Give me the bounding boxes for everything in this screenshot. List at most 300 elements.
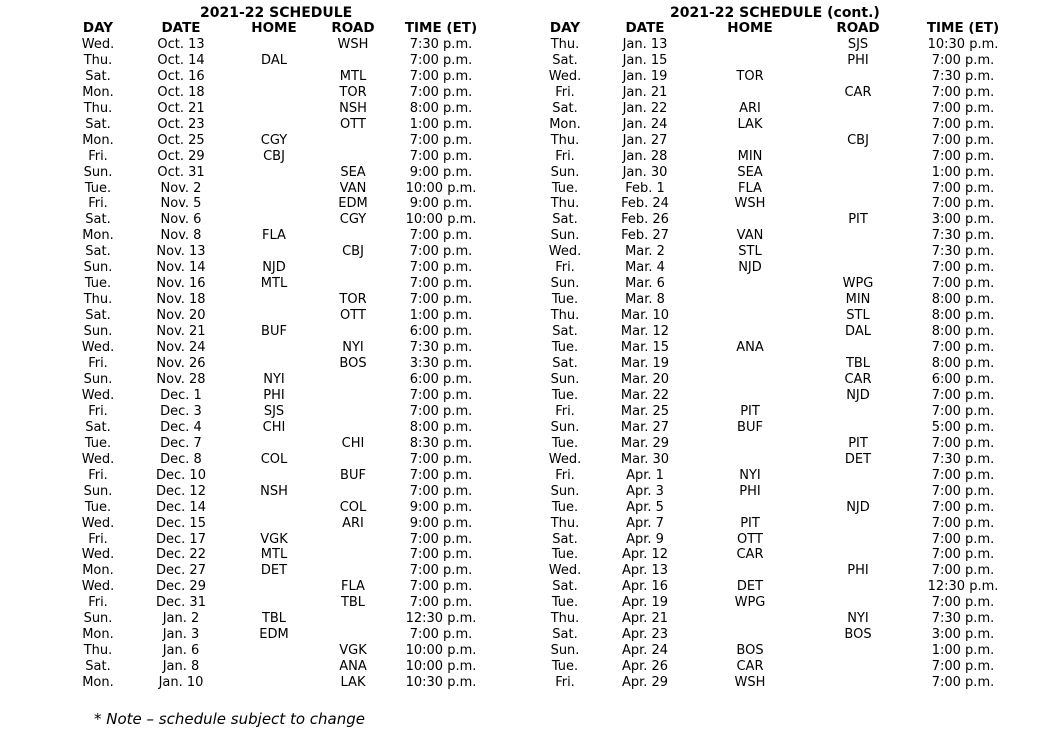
cell-road: LAK [340, 675, 366, 691]
cell-road: TBL [340, 595, 366, 611]
cell-time: 7:00 p.m. [931, 196, 995, 212]
cell-road [312, 404, 394, 420]
cell-date: Jan. 19 [622, 68, 668, 84]
cell-day: Thu. [83, 292, 113, 308]
cell-day: Thu. [83, 643, 113, 659]
cell-time: 7:00 p.m. [931, 180, 995, 196]
cell-date: Apr. 24 [621, 643, 669, 659]
cell-home [700, 212, 800, 228]
cell-home: MTL [260, 276, 288, 292]
cell-time: 7:00 p.m. [409, 132, 473, 148]
cell-time: 10:30 p.m. [405, 675, 477, 691]
cell-road [312, 484, 394, 500]
cell-date: Jan. 21 [622, 84, 668, 100]
table-row [70, 85, 488, 101]
cell-date: Dec. 29 [156, 579, 206, 595]
cell-home [700, 133, 800, 149]
table-row [540, 500, 1010, 516]
cell-home: DET [736, 579, 764, 595]
cell-time: 6:00 p.m. [409, 324, 473, 340]
cell-time: 10:00 p.m. [405, 643, 477, 659]
schedule-table [70, 21, 488, 691]
cell-home [236, 244, 312, 260]
cell-home: BOS [736, 643, 764, 659]
cell-time: 7:00 p.m. [409, 260, 473, 276]
cell-time: 5:00 p.m. [931, 419, 995, 435]
cell-time: 7:00 p.m. [409, 595, 473, 611]
cell-home: NYI [739, 467, 761, 483]
cell-date: Jan. 2 [162, 611, 200, 627]
cell-time: 7:00 p.m. [931, 675, 995, 691]
table-row [540, 117, 1010, 133]
table-row [70, 468, 488, 484]
cell-time: 7:00 p.m. [931, 659, 995, 675]
table-row [70, 117, 488, 133]
cell-home [700, 85, 800, 101]
cell-date: Mar. 8 [625, 292, 665, 308]
table-row [70, 181, 488, 197]
cell-day: Thu. [550, 132, 580, 148]
cell-date: Feb. 24 [621, 196, 669, 212]
cell-time: 9:00 p.m. [409, 499, 473, 515]
column-header-time: TIME (ET) [926, 21, 1000, 36]
table-row [540, 643, 1010, 659]
cell-road: BOS [844, 627, 872, 643]
table-row [70, 516, 488, 532]
cell-time: 7:00 p.m. [931, 340, 995, 356]
cell-home [700, 292, 800, 308]
cell-time: 3:30 p.m. [409, 356, 473, 372]
table-row [540, 133, 1010, 149]
cell-home: NYI [263, 371, 285, 387]
cell-home: BUF [261, 324, 287, 340]
cell-day: Fri. [555, 467, 575, 483]
cell-date: Nov. 13 [156, 244, 206, 260]
schedule-table-cont [540, 21, 1010, 691]
cell-time: 7:30 p.m. [931, 244, 995, 260]
cell-road: NJD [846, 499, 870, 515]
cell-time: 7:00 p.m. [409, 84, 473, 100]
cell-road: CBJ [847, 132, 869, 148]
cell-time: 7:00 p.m. [931, 84, 995, 100]
cell-road [800, 69, 916, 85]
cell-day: Wed. [81, 547, 115, 563]
cell-time: 7:00 p.m. [931, 116, 995, 132]
table-row [70, 37, 488, 53]
cell-time: 7:00 p.m. [931, 531, 995, 547]
table-row [540, 627, 1010, 643]
column-header-date: DATE [625, 21, 665, 36]
cell-date: Apr. 26 [621, 659, 669, 675]
cell-day: Tue. [551, 340, 579, 356]
table-row [70, 340, 488, 356]
cell-day: Fri. [88, 148, 108, 164]
cell-day: Fri. [555, 84, 575, 100]
cell-day: Wed. [548, 451, 582, 467]
cell-home [236, 85, 312, 101]
cell-date: Apr. 16 [621, 579, 669, 595]
cell-home: FLA [262, 228, 286, 244]
cell-time: 12:30 p.m. [927, 579, 999, 595]
cell-date: Apr. 5 [626, 499, 664, 515]
cell-home [236, 579, 312, 595]
cell-time: 10:00 p.m. [405, 659, 477, 675]
cell-home: WSH [734, 675, 766, 691]
cell-day: Wed. [548, 563, 582, 579]
cell-day: Mon. [82, 675, 114, 691]
table-row [70, 244, 488, 260]
cell-day: Fri. [88, 467, 108, 483]
cell-time: 9:00 p.m. [409, 164, 473, 180]
cell-time: 7:00 p.m. [409, 387, 473, 403]
cell-time: 7:00 p.m. [931, 387, 995, 403]
cell-date: Mar. 19 [620, 356, 670, 372]
table-row [540, 212, 1010, 228]
table-row [70, 292, 488, 308]
cell-time: 7:00 p.m. [409, 451, 473, 467]
cell-time: 7:00 p.m. [409, 547, 473, 563]
cell-road [312, 547, 394, 563]
table-row [70, 388, 488, 404]
cell-home: CBJ [263, 148, 285, 164]
table-row [540, 196, 1010, 212]
cell-time: 7:30 p.m. [931, 228, 995, 244]
table-row [540, 404, 1010, 420]
cell-date: Dec. 27 [156, 563, 206, 579]
cell-road: WSH [337, 36, 369, 52]
cell-date: Oct. 21 [157, 100, 205, 116]
cell-road: EDM [338, 196, 368, 212]
cell-date: Dec. 17 [156, 531, 206, 547]
cell-home: MIN [737, 148, 763, 164]
cell-date: Nov. 5 [160, 196, 202, 212]
cell-road [312, 53, 394, 69]
cell-date: Jan. 27 [622, 132, 668, 148]
table-row [540, 611, 1010, 627]
cell-time: 8:00 p.m. [409, 100, 473, 116]
cell-road [800, 579, 916, 595]
cell-road [312, 149, 394, 165]
cell-time: 1:00 p.m. [409, 116, 473, 132]
table-row [70, 547, 488, 563]
cell-date: Nov. 21 [156, 324, 206, 340]
cell-home: NJD [262, 260, 286, 276]
cell-time: 10:00 p.m. [405, 180, 477, 196]
table-row [70, 611, 488, 627]
table-row [540, 675, 1010, 691]
cell-date: Dec. 7 [160, 435, 202, 451]
cell-date: Oct. 29 [157, 148, 205, 164]
cell-road [312, 563, 394, 579]
cell-day: Sat. [552, 212, 578, 228]
cell-time: 3:00 p.m. [931, 212, 995, 228]
table-row [540, 563, 1010, 579]
cell-home [700, 388, 800, 404]
cell-home [236, 468, 312, 484]
cell-date: Apr. 9 [626, 531, 664, 547]
cell-home: TBL [261, 611, 287, 627]
cell-time: 7:00 p.m. [931, 100, 995, 116]
cell-road [312, 133, 394, 149]
cell-road [800, 117, 916, 133]
cell-date: Oct. 18 [157, 84, 205, 100]
cell-home [700, 37, 800, 53]
cell-road: OTT [340, 308, 366, 324]
cell-road [800, 260, 916, 276]
cell-date: Apr. 29 [621, 675, 669, 691]
column-header-date: DATE [161, 21, 201, 36]
cell-date: Mar. 15 [620, 340, 670, 356]
cell-time: 7:00 p.m. [931, 435, 995, 451]
table-row [540, 516, 1010, 532]
cell-road [800, 659, 916, 675]
cell-home: TOR [736, 68, 764, 84]
cell-road: CHI [341, 435, 365, 451]
cell-road: PIT [848, 435, 868, 451]
table-row [540, 276, 1010, 292]
cell-road: WPG [842, 276, 874, 292]
cell-day: Sat. [85, 212, 111, 228]
cell-home [700, 372, 800, 388]
table-row [540, 420, 1010, 436]
cell-road [800, 404, 916, 420]
table-row [70, 436, 488, 452]
cell-road: NSH [339, 100, 367, 116]
cell-day: Sat. [85, 116, 111, 132]
cell-home: PIT [740, 515, 760, 531]
cell-date: Apr. 23 [621, 627, 669, 643]
cell-road [800, 484, 916, 500]
table-row [540, 468, 1010, 484]
table-row [540, 324, 1010, 340]
cell-time: 7:00 p.m. [409, 52, 473, 68]
table-row [70, 420, 488, 436]
cell-home: LAK [737, 116, 763, 132]
cell-home [236, 595, 312, 611]
cell-time: 8:00 p.m. [931, 308, 995, 324]
cell-date: Dec. 3 [160, 403, 202, 419]
cell-date: Dec. 22 [156, 547, 206, 563]
cell-home: CHI [262, 419, 286, 435]
cell-day: Sun. [550, 164, 580, 180]
cell-time: 6:00 p.m. [409, 371, 473, 387]
cell-date: Nov. 24 [156, 340, 206, 356]
cell-home [236, 196, 312, 212]
cell-day: Mon. [82, 563, 114, 579]
cell-date: Oct. 16 [157, 68, 205, 84]
cell-date: Jan. 15 [622, 52, 668, 68]
cell-home: MTL [260, 547, 288, 563]
cell-date: Mar. 2 [625, 244, 665, 260]
table-row [540, 436, 1010, 452]
cell-day: Thu. [550, 36, 580, 52]
cell-road: ARI [342, 515, 364, 531]
cell-day: Thu. [550, 196, 580, 212]
cell-day: Sun. [550, 228, 580, 244]
cell-date: Apr. 19 [621, 595, 669, 611]
cell-date: Dec. 4 [160, 419, 202, 435]
table-row [540, 340, 1010, 356]
cell-home: CAR [736, 659, 764, 675]
cell-date: Mar. 10 [620, 308, 670, 324]
cell-road: FLA [341, 579, 365, 595]
cell-home [700, 611, 800, 627]
cell-day: Mon. [82, 228, 114, 244]
cell-time: 10:00 p.m. [405, 212, 477, 228]
cell-date: Jan. 13 [622, 36, 668, 52]
schedule-title-cont: 2021-22 SCHEDULE (cont.) [670, 5, 880, 21]
cell-road: OTT [340, 116, 366, 132]
cell-home: NJD [738, 260, 762, 276]
cell-home: CAR [736, 547, 764, 563]
cell-road: VAN [339, 180, 367, 196]
cell-home [236, 675, 312, 691]
cell-home: EDM [259, 627, 289, 643]
table-row [70, 500, 488, 516]
cell-road: CBJ [342, 244, 364, 260]
cell-road: DAL [845, 324, 871, 340]
cell-day: Fri. [88, 403, 108, 419]
cell-time: 7:00 p.m. [409, 68, 473, 84]
cell-road [312, 627, 394, 643]
cell-road: PIT [848, 212, 868, 228]
cell-home: CGY [260, 132, 288, 148]
cell-day: Thu. [83, 100, 113, 116]
cell-date: Mar. 6 [625, 276, 665, 292]
column-header-time: TIME (ET) [404, 21, 478, 36]
cell-date: Mar. 30 [620, 451, 670, 467]
cell-home [236, 181, 312, 197]
cell-home [700, 356, 800, 372]
cell-road: NYI [847, 611, 869, 627]
cell-time: 7:00 p.m. [931, 403, 995, 419]
cell-date: Mar. 25 [620, 403, 670, 419]
cell-day: Tue. [551, 547, 579, 563]
cell-date: Feb. 1 [625, 180, 665, 196]
cell-day: Wed. [81, 36, 115, 52]
cell-date: Nov. 20 [156, 308, 206, 324]
cell-day: Fri. [88, 531, 108, 547]
cell-time: 7:00 p.m. [931, 276, 995, 292]
cell-day: Sun. [83, 324, 113, 340]
cell-road: MIN [845, 292, 871, 308]
cell-road: CAR [844, 371, 872, 387]
cell-time: 7:30 p.m. [409, 36, 473, 52]
cell-road: VGK [339, 643, 367, 659]
cell-home [700, 436, 800, 452]
cell-road: CGY [339, 212, 367, 228]
cell-road [312, 388, 394, 404]
cell-time: 10:30 p.m. [927, 36, 999, 52]
cell-day: Sat. [85, 244, 111, 260]
table-row [70, 627, 488, 643]
cell-date: Dec. 12 [156, 483, 206, 499]
cell-home: DAL [261, 52, 287, 68]
cell-day: Sat. [552, 356, 578, 372]
cell-home [236, 643, 312, 659]
cell-time: 7:00 p.m. [931, 483, 995, 499]
table-row [70, 133, 488, 149]
cell-home [236, 659, 312, 675]
cell-day: Tue. [551, 595, 579, 611]
cell-home [700, 324, 800, 340]
cell-home: STL [738, 244, 762, 260]
cell-road [800, 101, 916, 117]
cell-date: Nov. 14 [156, 260, 206, 276]
cell-day: Fri. [88, 595, 108, 611]
cell-time: 8:00 p.m. [931, 292, 995, 308]
cell-date: Mar. 27 [620, 419, 670, 435]
table-row [540, 37, 1010, 53]
cell-home: WPG [734, 595, 766, 611]
cell-day: Tue. [551, 180, 579, 196]
cell-road: PHI [847, 563, 869, 579]
schedule-title: 2021-22 SCHEDULE [200, 5, 353, 21]
cell-time: 8:30 p.m. [409, 435, 473, 451]
cell-day: Wed. [548, 244, 582, 260]
cell-date: Dec. 8 [160, 451, 202, 467]
table-row [540, 101, 1010, 117]
cell-day: Wed. [81, 340, 115, 356]
cell-road: SJS [847, 36, 869, 52]
cell-time: 9:00 p.m. [409, 196, 473, 212]
cell-time: 7:00 p.m. [409, 292, 473, 308]
cell-road [312, 276, 394, 292]
cell-time: 7:00 p.m. [931, 595, 995, 611]
cell-home [236, 356, 312, 372]
table-row [70, 675, 488, 691]
cell-date: Nov. 28 [156, 371, 206, 387]
cell-day: Tue. [551, 659, 579, 675]
table-row [70, 579, 488, 595]
cell-day: Thu. [550, 611, 580, 627]
cell-road [800, 244, 916, 260]
table-row [540, 547, 1010, 563]
cell-time: 7:00 p.m. [931, 132, 995, 148]
cell-day: Sun. [550, 483, 580, 499]
cell-time: 7:00 p.m. [931, 499, 995, 515]
table-row [540, 260, 1010, 276]
cell-day: Mon. [82, 132, 114, 148]
cell-day: Fri. [88, 356, 108, 372]
cell-time: 7:00 p.m. [409, 148, 473, 164]
cell-date: Oct. 14 [157, 52, 205, 68]
table-row [70, 149, 488, 165]
table-row [70, 324, 488, 340]
cell-road [800, 420, 916, 436]
cell-road: BUF [340, 467, 366, 483]
cell-date: Nov. 6 [160, 212, 202, 228]
cell-road [800, 595, 916, 611]
cell-road [800, 196, 916, 212]
cell-day: Sat. [552, 579, 578, 595]
cell-road [800, 532, 916, 548]
cell-home: SJS [263, 403, 285, 419]
cell-road [312, 324, 394, 340]
column-header-road: ROAD [331, 21, 375, 36]
cell-date: Jan. 8 [162, 659, 200, 675]
cell-date: Apr. 21 [621, 611, 669, 627]
cell-day: Tue. [551, 387, 579, 403]
cell-date: Apr. 13 [621, 563, 669, 579]
cell-road: DET [844, 451, 872, 467]
cell-day: Thu. [550, 308, 580, 324]
cell-day: Sun. [83, 371, 113, 387]
cell-time: 7:00 p.m. [931, 148, 995, 164]
cell-day: Sat. [552, 531, 578, 547]
cell-date: Apr. 12 [621, 547, 669, 563]
cell-home [236, 436, 312, 452]
